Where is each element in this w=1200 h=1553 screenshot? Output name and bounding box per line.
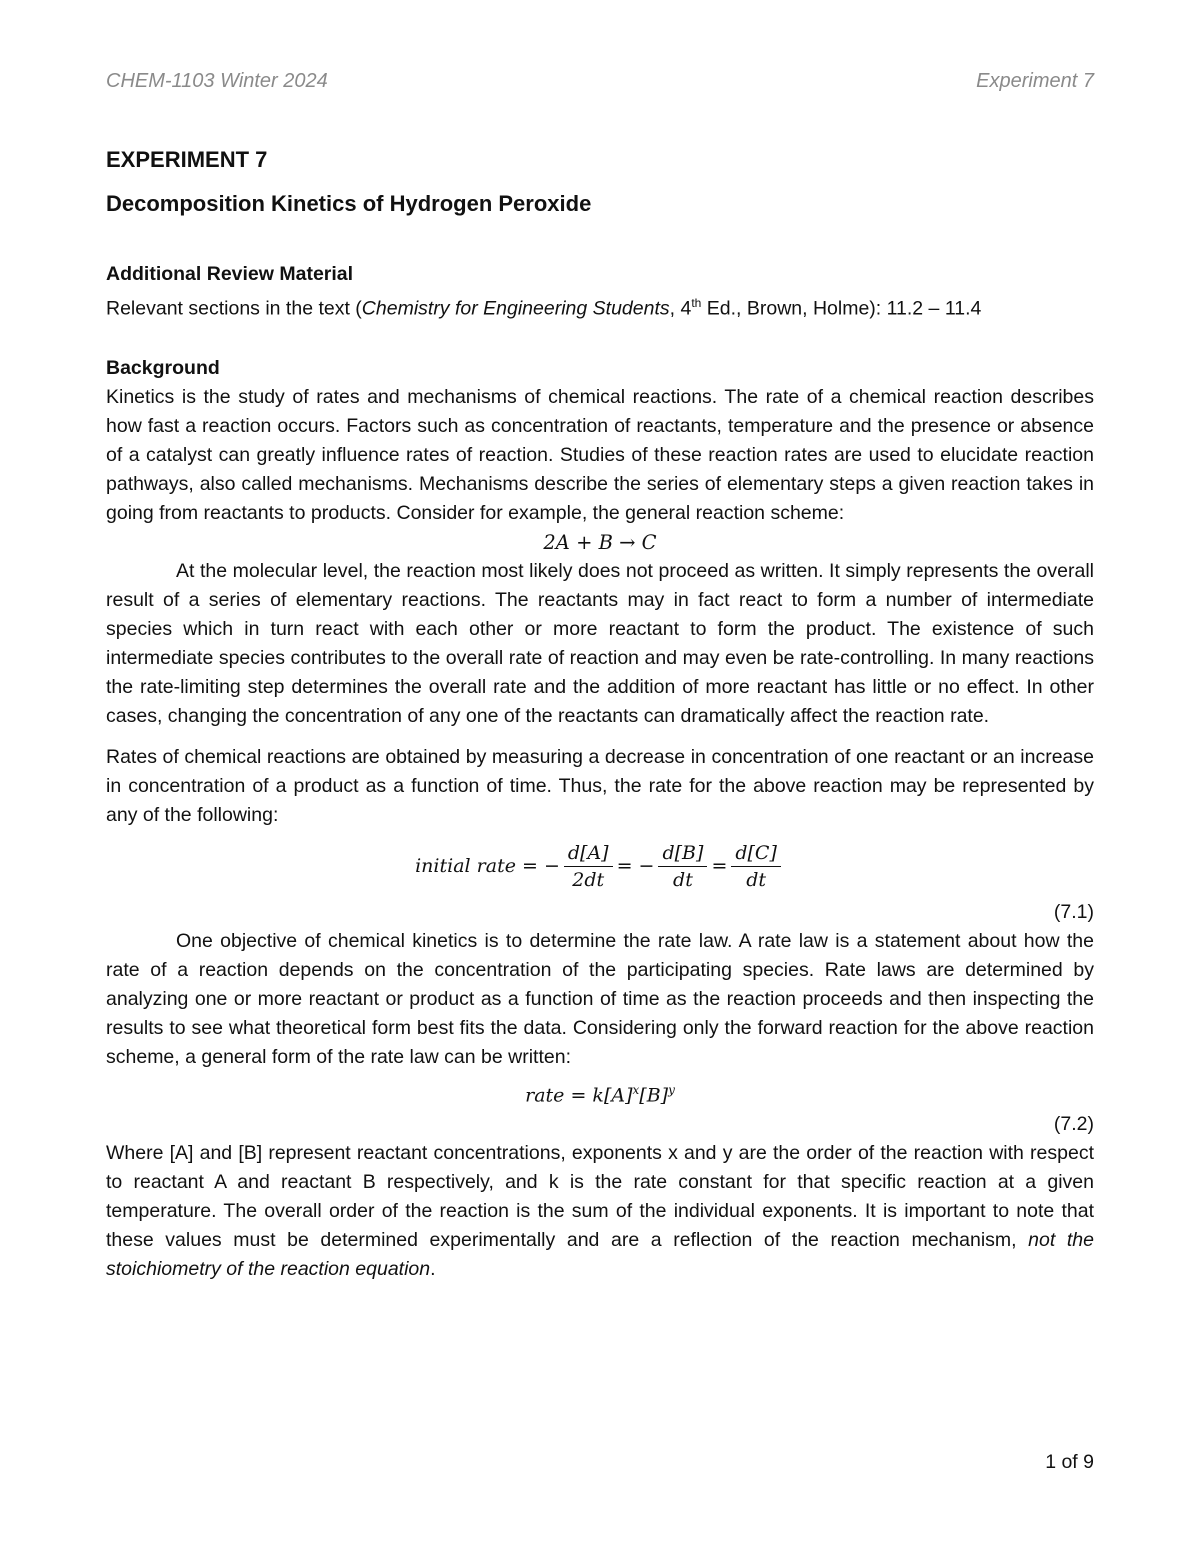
review-text: Relevant sections in the text (Chemistry for Engineering Students, 4th Ed., Brown, Holme): 11.2 – 11.4 — [106, 296, 982, 320]
background-paragraph-3: Rates of chemical reactions are obtained by measuring a decrease in concentration of one reactant or an increase in concentration of a product as a function of time. Thus, the rate for the above reaction may be represented by any of the following: — [106, 745, 1094, 826]
background-paragraph-4: One objective of chemical kinetics is to determine the rate law. A rate law is a statement about how the rate of a reaction depends on the concentration of the participating species. Rate laws are determined by analyzing one or more reactant or product as a function of time as the reaction proceeds and then inspecting the results to see what theoretical form best fits the data. Considering only the forward reaction for the above reaction scheme, a general form of the rate law can be written: — [106, 929, 1094, 1068]
header-experiment: Experiment 7 — [976, 70, 1094, 92]
equation-7-1: initial rate = − $\frac{d[A]}{2dt}$ = − $\frac{d[B]}{dt}$ = $\frac{d[C]}{dt}$ — [106, 834, 1094, 898]
page-subtitle: Decomposition Kinetics of Hydrogen Peroxide — [106, 191, 592, 216]
reaction-scheme: 2A + B → C — [543, 530, 657, 554]
book-title: Chemistry for Engineering Students — [361, 297, 670, 320]
background-paragraph-1: Kinetics is the study of rates and mechanisms of chemical reactions. The rate of a chemical reaction describes how fast a reaction occurs. Factors such as concentration of reactants, temperature and the presence or absence of a catalyst can greatly influence rates of reaction. Studies of these reaction rates are used to elucidate reaction pathways, also called mechanisms. Mechanisms describe the series of elementary steps a given reaction takes in going from reactants to products. Consider for example, the general reaction scheme: — [106, 385, 1094, 524]
equation-number-7-2: (7.2) — [1053, 1112, 1094, 1135]
document-body — [106, 144, 1094, 1284]
page-number: 1 of 9 — [1045, 1451, 1094, 1473]
background-paragraph-2: At the molecular level, the reaction most likely does not proceed as written. It simply represents the overall result of a series of elementary reactions. The reactants may in fact react to form a number of intermediate species which in turn react with each other or more reactant to form the product. The existence of such intermediate species contributes to the overall rate of reaction and may even be rate-controlling. In many reactions the rate-limiting step determines the overall rate and the addition of more reactant has little or no effect. In other cases, changing the concentration of any one of the reactants can dramatically affect the reaction rate. — [106, 559, 1094, 727]
equation-7-2: rate = $k[A]^x[B]^y$ — [525, 1082, 675, 1106]
background-heading: Background — [106, 356, 220, 379]
review-heading: Additional Review Material — [106, 263, 354, 285]
header-course: CHEM-1103 Winter 2024 — [106, 70, 328, 92]
page-title: EXPERIMENT 7 — [106, 147, 268, 172]
equation-number-7-1: (7.1) — [1053, 900, 1094, 923]
background-paragraph-5: Where [A] and [B] represent reactant concentrations, exponents x and y are the order of the reaction with respect to reactant A and reactant B respectively, and k is the rate constant for that specific reaction at a given temperature. The overall order of the reaction is the sum of the individual exponents. It is important to note that these values must be determined experimentally and are a reflection of the reaction mechanism, not the stoichiometry of the reaction equation. — [106, 1141, 1094, 1280]
